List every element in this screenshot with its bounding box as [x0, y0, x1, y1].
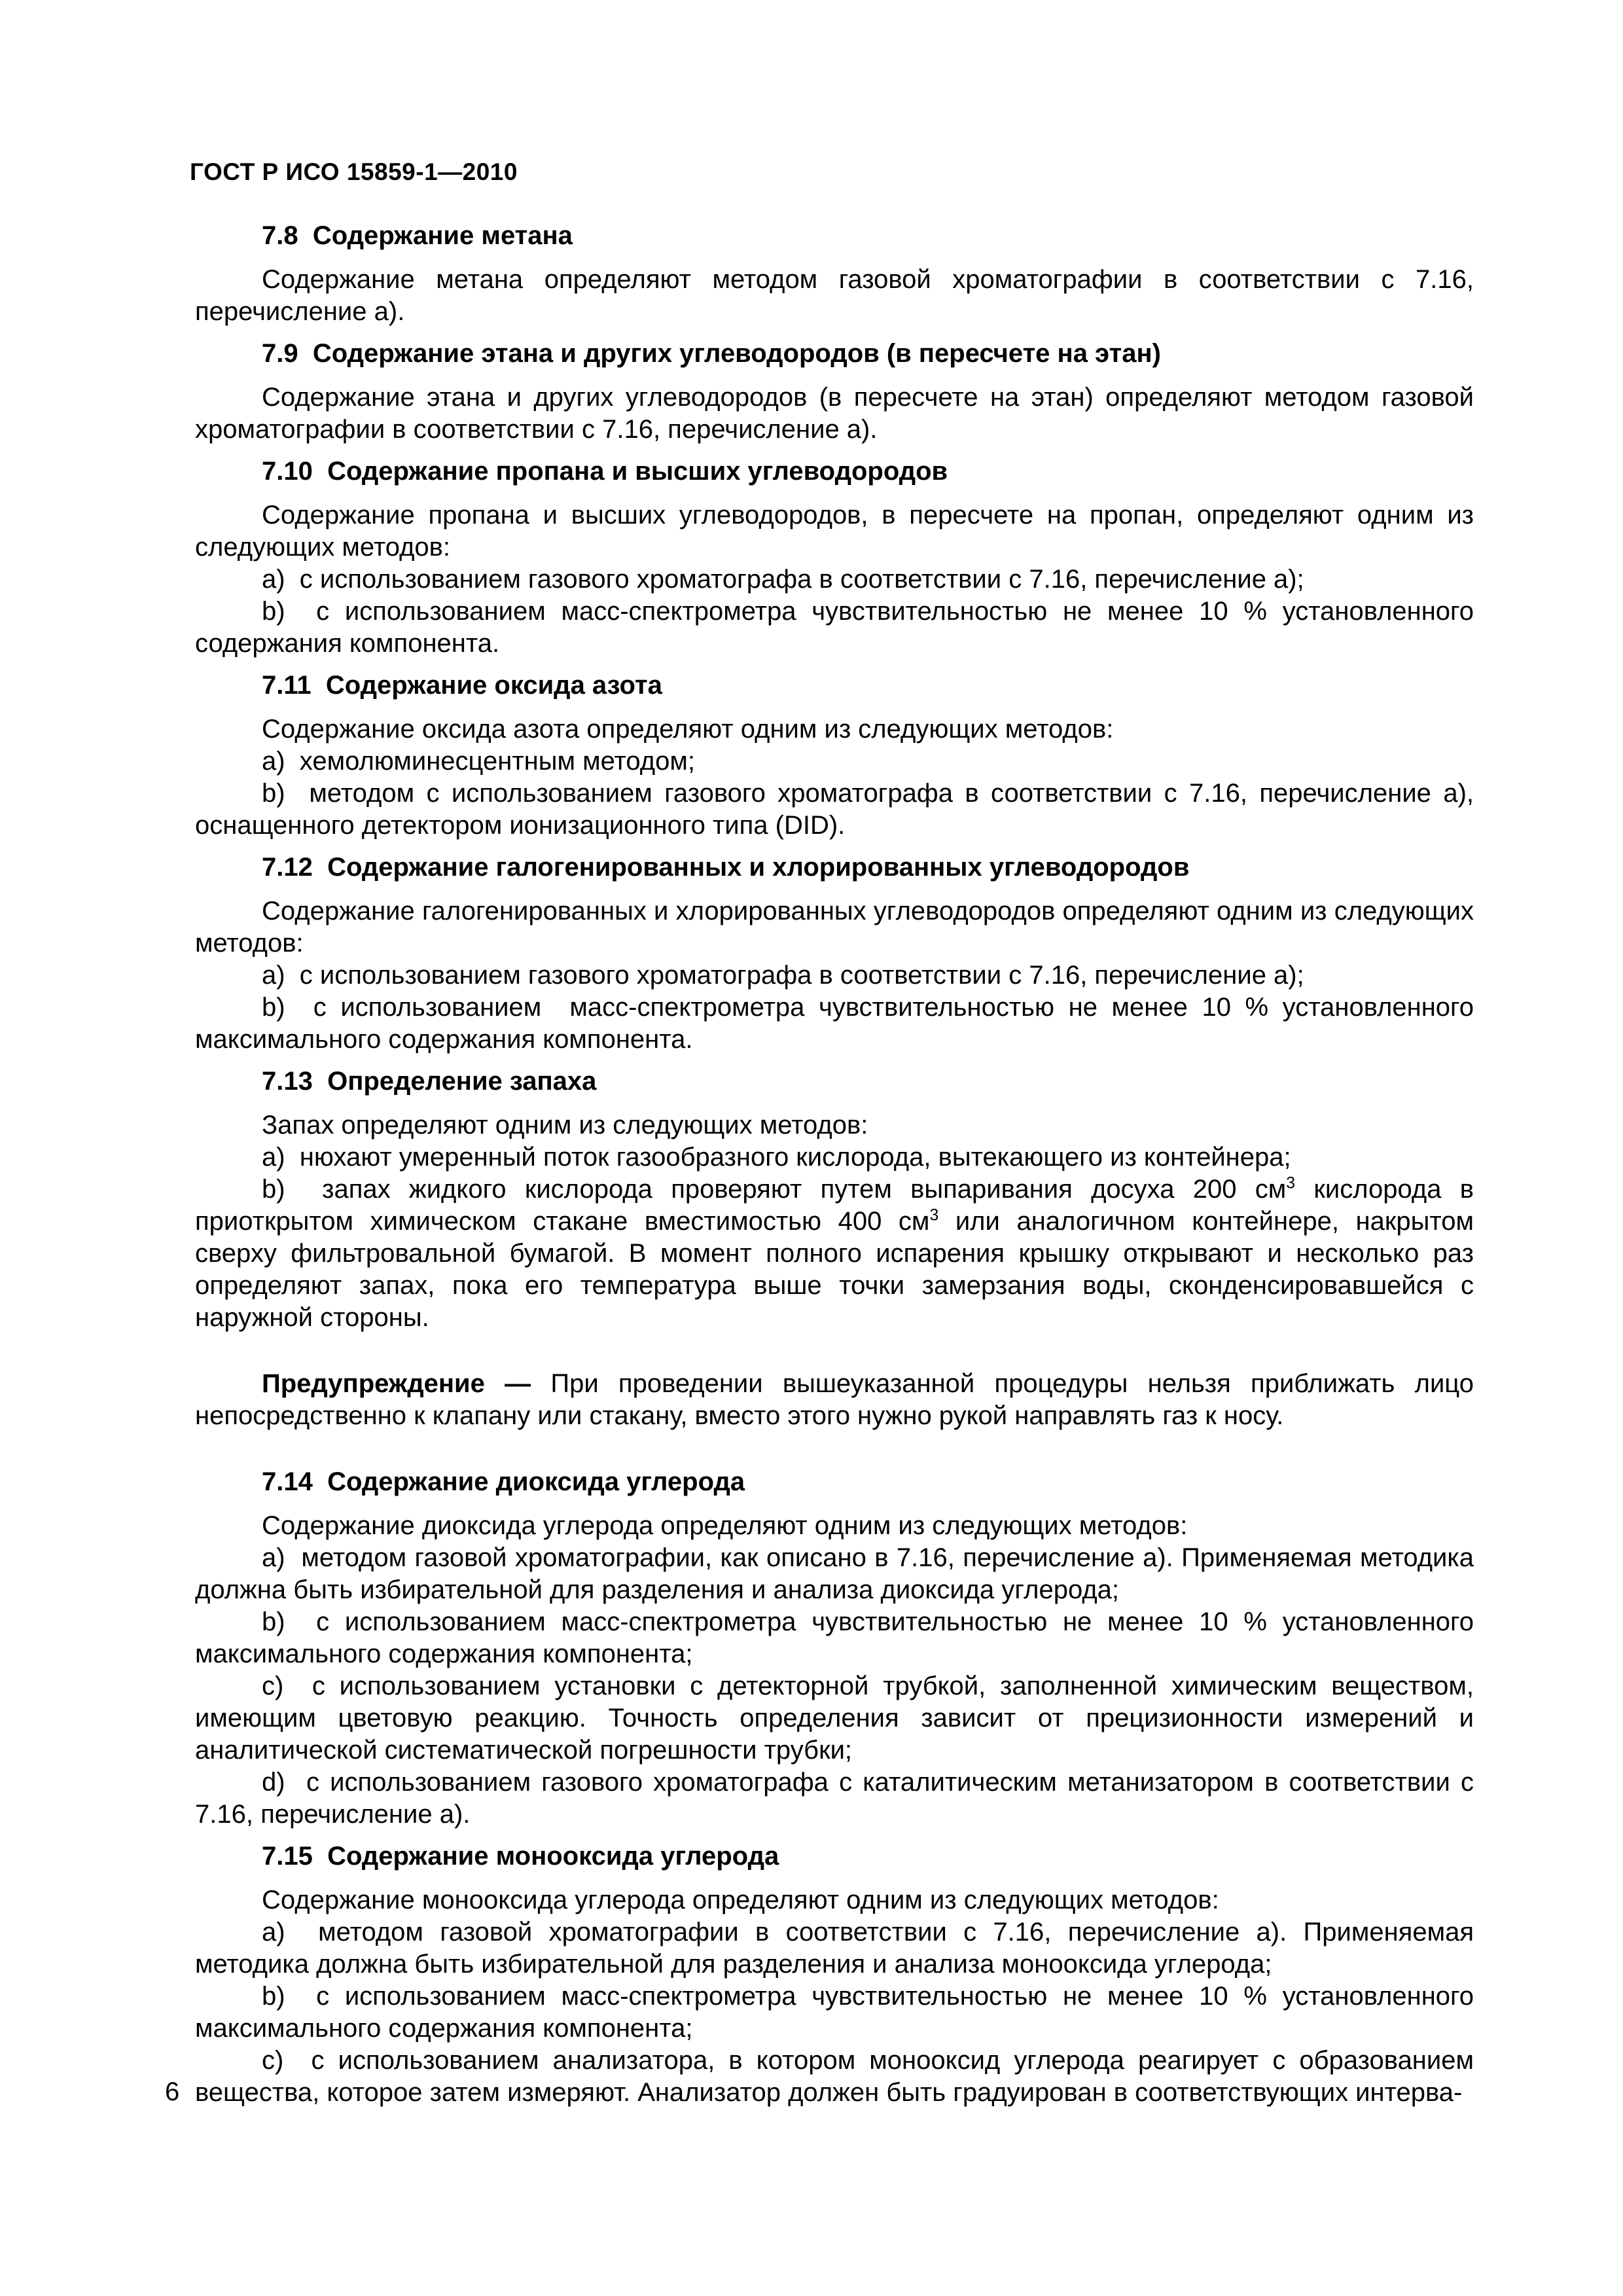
list-item-7-12-b: b) с использованием масс-спектрометра чувствительностью не менее 10 % установленного максимального содержания компонента.	[195, 993, 1474, 1054]
section-heading-7-12: 7.12 Содержание галогенированных и хлорированных углеводородов	[262, 853, 1190, 882]
list-item-7-11-a: a) хемолюминесцентным методом;	[262, 747, 695, 776]
paragraph-7-15-intro: Содержание монооксида углерода определяют одним из следующих методов:	[262, 1886, 1219, 1914]
section-heading-7-15: 7.15 Содержание монооксида углерода	[262, 1842, 779, 1871]
section-heading-7-11: 7.11 Содержание оксида азота	[262, 671, 662, 700]
list-item-7-15-c: c) с использованием анализатора, в котором монооксид углерода реагирует с образованием вещества, которое затем измеряют. Анализатор должен быть градуирован в соответствующих интерва-	[195, 2046, 1474, 2107]
list-item-7-15-b: b) с использованием масс-спектрометра чувствительностью не менее 10 % установленного максимального содержания компонента;	[195, 1982, 1474, 2043]
list-item-7-12-a: a) с использованием газового хроматографа в соответствии с 7.16, перечисление а);	[262, 961, 1304, 990]
section-heading-7-14: 7.14 Содержание диоксида углерода	[262, 1467, 745, 1496]
page-body-text	[195, 220, 1474, 2109]
warning-paragraph: Предупреждение — При проведении вышеуказанной процедуры нельзя приближать лицо непосредственно к клапану или стакану, вместо этого нужно рукой направлять газ к носу.	[195, 1369, 1474, 1430]
list-item-7-14-b: b) с использованием масс-спектрометра чувствительностью не менее 10 % установленного максимального содержания компонента;	[195, 1607, 1474, 1668]
paragraph-7-9: Содержание этана и других углеводородов (в пересчете на этан) определяют методом газовой хроматографии в соответствии с 7.16, перечисление а).	[195, 383, 1474, 444]
page-number: 6	[165, 2077, 180, 2106]
list-item-7-14-d: d) с использованием газового хроматографа с каталитическим метанизатором в соответствии с 7.16, перечисление а).	[195, 1768, 1474, 1829]
paragraph-7-14-intro: Содержание диоксида углерода определяют одним из следующих методов:	[262, 1511, 1188, 1540]
list-item-7-14-a: a) методом газовой хроматографии, как описано в 7.16, перечисление а). Применяемая методика должна быть избирательной для разделения и анализа диоксида углерода;	[195, 1543, 1474, 1604]
list-item-7-14-c: c) с использованием установки с детекторной трубкой, заполненной химическим веществом, имеющим цветовую реакцию. Точность определения зависит от прецизионности измерений и аналитической систематической погрешности трубки;	[195, 1672, 1474, 1765]
list-item-7-10-a: a) с использованием газового хроматографа в соответствии с 7.16, перечисление а);	[262, 565, 1304, 594]
section-heading-7-9: 7.9 Содержание этана и других углеводородов (в пересчете на этан)	[262, 339, 1161, 368]
running-header: ГОСТ Р ИСО 15859-1—2010	[190, 158, 518, 185]
paragraph-7-11-intro: Содержание оксида азота определяют одним из следующих методов:	[262, 715, 1114, 744]
paragraph-7-10-intro: Содержание пропана и высших углеводородов, в пересчете на пропан, определяют одним из следующих методов:	[195, 501, 1474, 562]
paragraph-7-12-intro: Содержание галогенированных и хлорированных углеводородов определяют одним из следующих методов:	[195, 897, 1474, 958]
list-item-7-13-b: b) запах жидкого кислорода проверяют путем выпаривания досуха 200 $см^3$ кислорода в приоткрытом химическом стакане вместимостью 400 $см^3$ или аналогичном контейнере, накрытом сверху фильтровальной бумагой. В момент полного испарения крышку открывают и несколько раз определяют запах, пока его температура выше точки замерзания воды, сконденсировавшейся с наружной стороны.	[195, 1174, 1474, 1332]
section-heading-7-8: 7.8 Содержание метана	[262, 221, 573, 250]
paragraph-7-8: Содержание метана определяют методом газовой хроматографии в соответствии с 7.16, перечисление а).	[195, 265, 1474, 326]
list-item-7-11-b: b) методом с использованием газового хроматографа в соответствии с 7.16, перечисление а), оснащенного детектором ионизационного типа (DID).	[195, 779, 1474, 840]
list-item-7-13-a: a) нюхают умеренный поток газообразного кислорода, вытекающего из контейнера;	[262, 1143, 1291, 1172]
list-item-7-10-b: b) с использованием масс-спектрометра чувствительностью не менее 10 % установленного содержания компонента.	[195, 597, 1474, 658]
section-heading-7-10: 7.10 Содержание пропана и высших углеводородов	[262, 457, 948, 486]
paragraph-7-13-intro: Запах определяют одним из следующих методов:	[262, 1111, 868, 1139]
section-heading-7-13: 7.13 Определение запаха	[262, 1067, 597, 1096]
list-item-7-15-a: a) методом газовой хроматографии в соответствии с 7.16, перечисление а). Применяемая методика должна быть избирательной для разделения и анализа монооксида углерода;	[195, 1918, 1474, 1979]
